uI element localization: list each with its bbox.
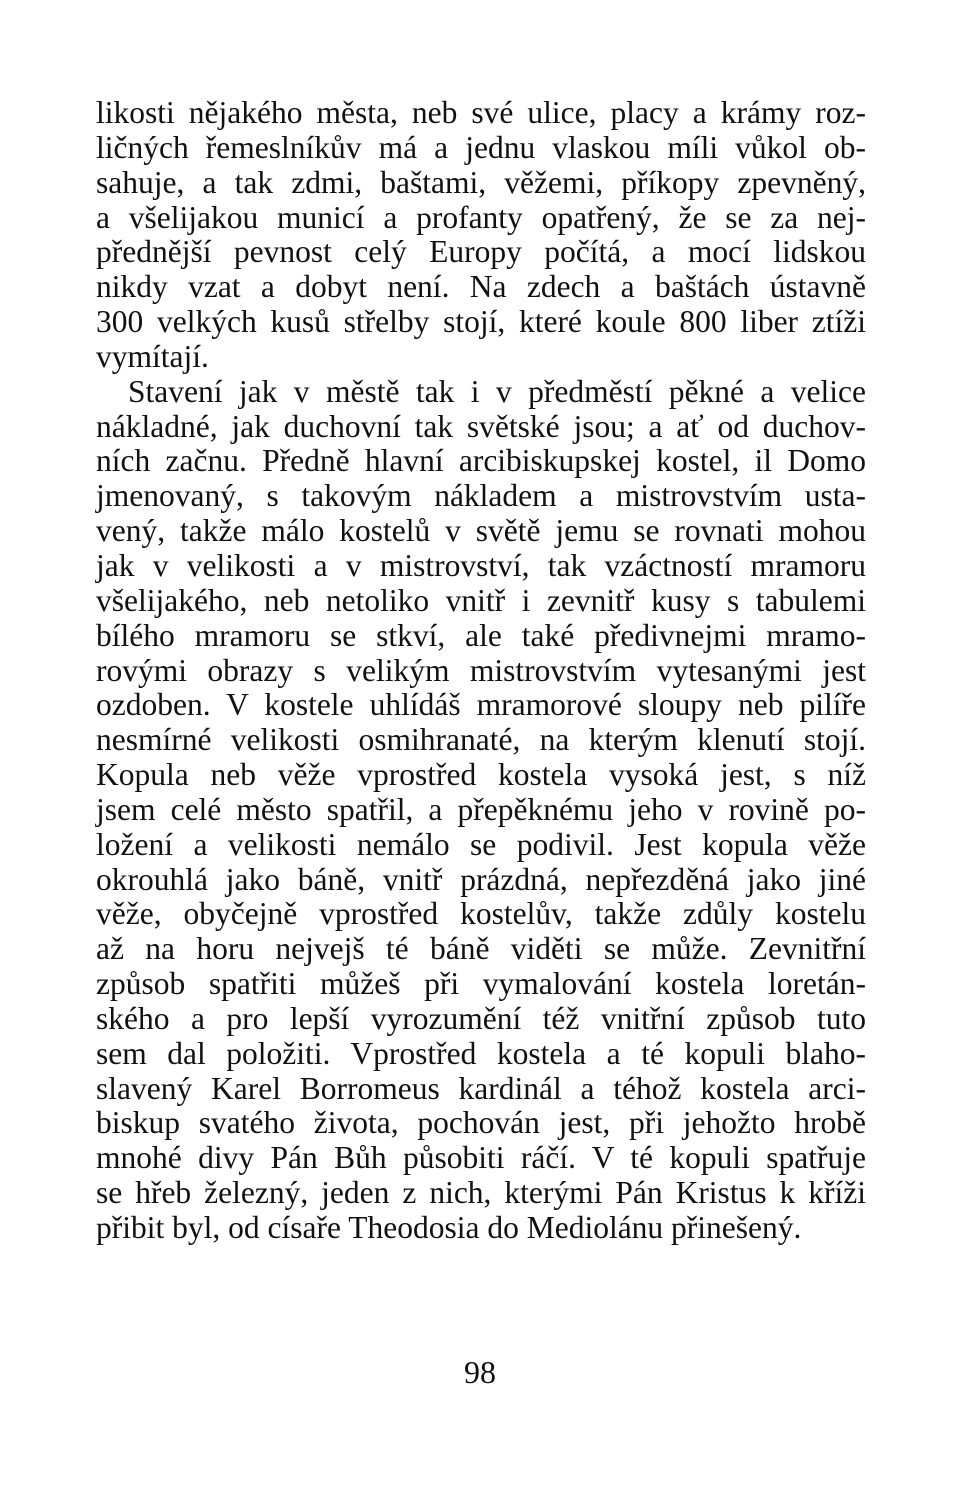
text-line: ních začnu. Předně hlavní arcibiskupskej kostel, il Domo: [96, 443, 866, 479]
text-line: až na horu nejvejš té báně viděti se může. Zevnitřní: [96, 931, 866, 967]
text-line: věže, obyčejně vprostřed kostelův, takže zdůly kostelu: [96, 896, 866, 932]
text-line: přibit byl, od císaře Theodosia do Mediolánu přinešený.: [96, 1210, 802, 1245]
text-line: jsem celé město spatřil, a přepěknému jeho v rovině po-: [96, 791, 866, 827]
text-line: nesmírné velikosti osmihranaté, na kterým klenutí stojí.: [96, 722, 866, 758]
text-line: a všelijakou municí a profanty opatřený, že se za nej-: [96, 199, 866, 235]
text-line: Stavení jak v městě tak i v předměstí pěkné a velice: [128, 373, 866, 409]
text-line: okrouhlá jako báně, vnitř prázdná, nepřezděná jako jiné: [96, 861, 866, 897]
text-line: biskup svatého života, pochován jest, při jehožto hrobě: [96, 1105, 866, 1141]
text-line: ličných řemeslníkův má a jednu vlaskou míli vůkol ob-: [96, 129, 866, 165]
text-line: ložení a velikosti nemálo se podivil. Jest kopula věže: [96, 826, 866, 862]
body-text: [96, 96, 866, 1246]
text-line: rovými obrazy s velikým mistrovstvím vytesanými jest: [96, 652, 866, 688]
text-line: nákladné, jak duchovní tak světské jsou; a ať od duchov-: [96, 408, 866, 444]
text-line: se hřeb železný, jeden z nich, kterými Pán Kristus k kříži: [96, 1175, 866, 1211]
text-line: slavený Karel Borromeus kardinál a téhož kostela arci-: [96, 1070, 866, 1106]
text-line: nikdy vzat a dobyt není. Na zdech a baštách ústavně: [96, 269, 866, 305]
text-line: ského a pro lepší vyrozumění též vnitřní způsob tuto: [96, 1000, 866, 1036]
text-line: 300 velkých kusů střelby stojí, které koule 800 liber ztíži: [96, 304, 866, 340]
paragraph: [96, 96, 866, 375]
text-line: ozdoben. V kostele uhlídáš mramorové sloupy neb pilíře: [96, 687, 866, 723]
page-number: 98: [464, 1354, 496, 1390]
text-line: vymítají.: [96, 338, 209, 374]
text-line: sem dal položiti. Vprostřed kostela a té kopuli blaho-: [96, 1035, 866, 1071]
text-line: bílého mramoru se stkví, ale také předivnejmi mramo-: [96, 617, 866, 653]
text-line: způsob spatřiti můžeš při vymalování kostela loretán-: [96, 966, 866, 1002]
text-line: jmenovaný, s takovým nákladem a mistrovstvím usta-: [96, 478, 866, 514]
text-line: jak v velikosti a v mistrovství, tak vzáctností mramoru: [96, 547, 866, 583]
text-line: mnohé divy Pán Bůh působiti ráčí. V té kopuli spatřuje: [96, 1140, 866, 1176]
text-line: Kopula neb věže vprostřed kostela vysoká jest, s níž: [96, 757, 866, 793]
text-line: přednější pevnost celý Europy počítá, a mocí lidskou: [96, 234, 866, 270]
text-line: sahuje, a tak zdmi, baštami, věžemi, příkopy zpevněný,: [96, 164, 866, 200]
text-line: všelijakého, neb netoliko vnitř i zevnitř kusy s tabulemi: [96, 582, 866, 618]
text-line: likosti nějakého města, neb své ulice, placy a krámy roz-: [96, 95, 866, 130]
paragraph: [96, 375, 866, 1246]
text-line: vený, takže málo kostelů v světě jemu se rovnati mohou: [96, 513, 866, 549]
